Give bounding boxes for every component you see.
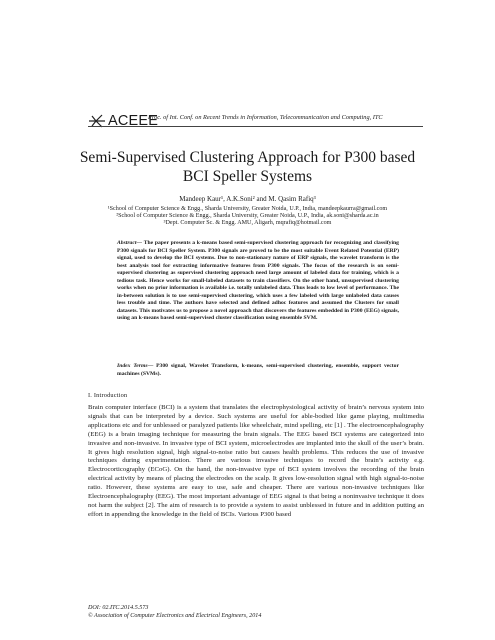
index-terms-text: P300 signal, Wavelet Transform, k-means, semi-supervised clustering, ensemble, support vector machines (SVMs).	[117, 363, 399, 377]
header-rule	[88, 126, 423, 127]
authors: Mandeep Kaur¹, A.K.Soni² and M. Qasim Rafiq³	[179, 195, 316, 203]
logo-text: ACEEE	[108, 113, 159, 129]
abstract-text: The paper presents a k-means based semi-supervised clustering approach for recognizing and classifying P300 signals for BCI Speller System. P300 signals are proved to be the most suitable Event Related Potential (ERP) signal, used to develop the BCI systems. Due to non-stationary nature of ERP signals, the wavelet transform is the best analysis tool for extracting informative features from P300 signals. The focus of the research is on semi-supervised clustering as supervised clustering approach need large amount of labeled data for training, which is a tedious task. Hence works for small-labeled datasets to train classifiers. On the other hand, unsupervised clustering works when no prior information is available i.e. totally unlabeled data. Thus leads to low level of performance. The in-between solution is to use semi-supervised clustering, which uses a few labeled with large unlabeled data causes less trouble and time. The authors have selected and defined adhoc features and assumed the Clusters for small datasets. This motivates us to propose a novel approach that discovers the features embedded in P300 (EEG) signals, using an k-means based semi-supervised cluster classification using ensemble SVM.	[117, 240, 399, 321]
index-terms-lead: Index Terms—	[117, 363, 154, 369]
affiliation-2: ²School of Computer Science & Engg., Sharda University, Greater Noida, U.P., India, ak.soni@sharda.ac.in	[116, 213, 379, 219]
affiliation-3: ³Dept. Computer Sc. & Engg. AMU, Aligarh, mqrafiq@hotmail.com	[163, 220, 332, 226]
section-heading: I. Introduction	[88, 392, 128, 399]
introduction-text: Brain computer interface (BCI) is a system that translates the electrophysiological activity of brain’s nervous system into signals that can be interpreted by a device. Such systems are useful for able-bodied like game playing, multimedia applications etc and for unblessed or paralyzed patients like wheelchair, mind spelling, etc [1] . The electroencephalography (EEG) is a brain imaging technique for measuring the brain signals. The EEG based BCI systems are categorized into invasive and non-invasive. In invasive type of BCI system, microelectrodes are implanted into the skull of the user’s brain. It gives high resolution signal, high signal-to-noise ratio but causes health problems. This reduces the use of invasive techniques during experimentation. There are various invasive techniques to record the brain’s activity e.g. Electrocorticography (ECoG). On the hand, the non-invasive type of BCI system involves the recording of the brain electrical activity by means of placing the electrodes on the scalp. It gives low-resolution signal with high signal-to-noise ratio. However, these systems are easy to use, safe and cheaper. There are various non-invasive techniques like Electroencephalography (EEG). The most important advantage of EEG signal is that being a noninvasive technique it does not harm the subject [2]. The aim of research is to provide a system to assist unblessed in future and in addition putting an effort in appending the knowledge in the field of BCIs. Various P300 based	[88, 404, 424, 518]
affiliation-1: ¹School of Computer Science & Engg., Sharda University, Greater Noida, U.P., India, mandeepkaurra@gmail.com	[107, 206, 388, 212]
title-line-2: BCI Speller Systems	[182, 168, 313, 185]
copyright: © Association of Computer Electronics and Electrical Engineers, 2014	[88, 613, 262, 619]
title-line-1: Semi-Supervised Clustering Approach for P300 based	[79, 149, 416, 166]
proceedings-header: Proc. of Int. Conf. on Recent Trends in Information, Telecommunication and Computing, ITC	[148, 114, 383, 121]
abstract	[117, 240, 399, 323]
index-terms	[117, 363, 399, 378]
doi: DOI: 02.ITC.2014.5.573	[88, 605, 149, 611]
paper-title	[60, 148, 435, 186]
abstract-lead: Abstract—	[117, 240, 143, 246]
